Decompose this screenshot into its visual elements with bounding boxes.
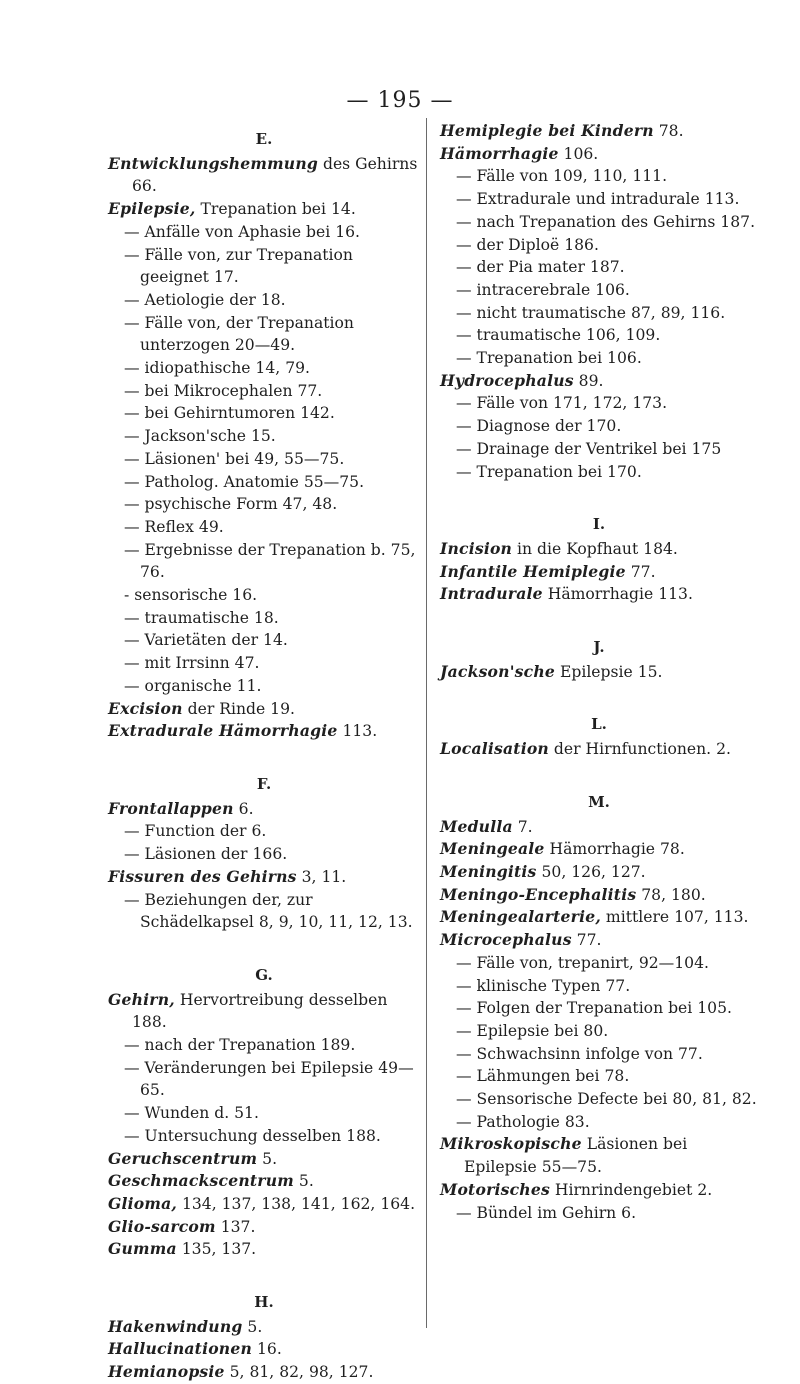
index-entry: [108, 1170, 420, 1193]
index-subentry: [108, 889, 420, 934]
index-keyword: Localisation: [440, 739, 549, 759]
index-locator: 106.: [558, 144, 599, 163]
index-locator: 5.: [293, 1172, 314, 1191]
index-locator: Epilepsie 15.: [555, 662, 663, 681]
index-subentry: [108, 1034, 420, 1057]
index-entry: [108, 1316, 420, 1339]
index-entry: [440, 816, 758, 839]
index-keyword: Epilepsie,: [108, 199, 196, 219]
index-locator: der Rinde 19.: [182, 699, 295, 718]
index-subentry: [440, 211, 758, 234]
index-locator: — Function der 6.: [124, 822, 267, 841]
index-left-column: [108, 120, 420, 1384]
index-locator: 134, 137, 138, 141, 162, 164.: [177, 1194, 416, 1213]
index-locator: — Fälle von 109, 110, 111.: [456, 167, 668, 186]
index-keyword: Glio-sarcom: [108, 1216, 216, 1236]
index-locator: — idiopathische 14, 79.: [124, 359, 310, 378]
index-entry: [440, 1179, 758, 1202]
index-locator: Hirnrindengebiet 2.: [549, 1180, 713, 1199]
index-locator: — Lähmungen bei 78.: [456, 1067, 630, 1086]
index-entry: [108, 1361, 420, 1384]
index-locator: Hämorrhagie 113.: [542, 585, 693, 604]
index-subentry: [108, 312, 420, 357]
section-gap: [440, 606, 758, 628]
index-locator: 5.: [242, 1317, 263, 1336]
index-locator: — psychische Form 47, 48.: [124, 495, 338, 514]
index-subentry: [108, 652, 420, 675]
index-keyword: Fissuren des Gehirns: [108, 866, 297, 886]
index-locator: — Epilepsie bei 80.: [456, 1021, 609, 1040]
index-subentry: [108, 843, 420, 866]
index-locator: Hämorrhagie 78.: [544, 840, 685, 859]
index-keyword: Medulla: [440, 816, 513, 836]
index-subentry: [108, 402, 420, 425]
index-keyword: Infantile Hemiplegie: [440, 561, 626, 581]
index-locator: — Extradurale und intradurale 113.: [456, 190, 740, 209]
index-entry: [440, 929, 758, 952]
index-locator: — Folgen der Trepanation bei 105.: [456, 999, 732, 1018]
index-subentry: [108, 221, 420, 244]
index-keyword: Microcephalus: [440, 930, 572, 950]
index-locator: — Veränderungen bei Epilepsie 49—65.: [124, 1058, 414, 1100]
index-entry: [440, 861, 758, 884]
index-entry: [440, 120, 758, 143]
index-locator: — traumatische 18.: [124, 608, 279, 627]
index-subentry: [440, 975, 758, 998]
index-entry: [440, 738, 758, 761]
index-locator: Läsionen bei Epilepsie 55—75.: [464, 1135, 688, 1177]
index-locator: — Schwachsinn infolge von 77.: [456, 1044, 703, 1063]
index-entry: [440, 838, 758, 861]
index-subentry: [440, 347, 758, 370]
index-locator: — Reflex 49.: [124, 517, 224, 536]
index-subentry: [440, 279, 758, 302]
index-entry: [440, 538, 758, 561]
index-locator: 89.: [573, 371, 604, 390]
section-gap: [440, 483, 758, 505]
index-entry: [108, 153, 420, 198]
index-locator: 137.: [215, 1217, 256, 1236]
index-locator: — bei Gehirntumoren 142.: [124, 404, 335, 423]
index-locator: — Fälle von, trepanirt, 92—104.: [456, 953, 709, 972]
index-locator: — nach Trepanation des Gehirns 187.: [456, 212, 756, 231]
index-entry: [108, 1238, 420, 1261]
index-keyword: Geruchscentrum: [108, 1148, 258, 1168]
index-entry: [440, 143, 758, 166]
index-keyword: Hämorrhagie: [440, 143, 559, 163]
index-entry: [108, 720, 420, 743]
index-subentry: [108, 629, 420, 652]
index-subentry: [108, 539, 420, 584]
index-keyword: Meningo-Encephalitis: [440, 884, 637, 904]
index-subentry: [440, 1088, 758, 1111]
index-subentry: [108, 357, 420, 380]
index-locator: mittlere 107, 113.: [600, 908, 749, 927]
index-subentry: [108, 380, 420, 403]
index-locator: — organische 11.: [124, 676, 262, 695]
index-locator: — Jackson'sche 15.: [124, 427, 276, 446]
section-gap: [108, 934, 420, 956]
index-keyword: Hemiplegie bei Kindern: [440, 121, 654, 140]
index-locator: — klinische Typen 77.: [456, 976, 631, 995]
index-subentry: [108, 493, 420, 516]
index-subentry: [108, 471, 420, 494]
index-locator: — Sensorische Defecte bei 80, 81, 82.: [456, 1090, 757, 1109]
index-subentry: [108, 675, 420, 698]
index-subentry: [440, 324, 758, 347]
column-divider: [426, 118, 427, 1328]
section-letter: J.: [593, 638, 605, 657]
index-keyword: Hydrocephalus: [440, 370, 574, 390]
index-entry: [108, 198, 420, 221]
index-locator: 5.: [257, 1149, 278, 1168]
index-subentry: [108, 244, 420, 289]
index-subentry: [440, 415, 758, 438]
index-locator: — Ergebnisse der Trepanation b. 75, 76.: [124, 540, 416, 582]
index-locator: — der Diploë 186.: [456, 235, 599, 254]
index-subentry: [440, 1202, 758, 1225]
index-locator: — mit Irrsinn 47.: [124, 654, 260, 673]
index-keyword: Motorisches: [440, 1179, 550, 1199]
index-locator: — Aetiologie der 18.: [124, 290, 286, 309]
index-locator: — intracerebrale 106.: [456, 280, 630, 299]
index-locator: — Diagnose der 170.: [456, 417, 622, 436]
index-entry: [440, 661, 758, 684]
index-locator: — Bündel im Gehirn 6.: [456, 1203, 637, 1222]
index-entry: [440, 583, 758, 606]
index-locator: — Wunden d. 51.: [124, 1104, 259, 1123]
index-keyword: Incision: [440, 538, 513, 558]
index-keyword: Gehirn,: [108, 989, 175, 1009]
index-locator: 77.: [625, 562, 656, 581]
index-keyword: Hemianopsie: [108, 1362, 225, 1382]
index-keyword: Meningitis: [440, 861, 537, 881]
index-locator: 78, 180.: [636, 885, 706, 904]
section-letter: G.: [255, 965, 273, 984]
index-locator: 113.: [337, 722, 378, 741]
index-locator: — traumatische 106, 109.: [456, 326, 661, 345]
section-gap: [108, 743, 420, 765]
index-subentry: [440, 392, 758, 415]
index-entry: [440, 884, 758, 907]
index-locator: — Beziehungen der, zur Schädelkapsel 8, 9, 10, 11, 12, 13.: [124, 890, 413, 932]
section-gap: [440, 761, 758, 783]
index-locator: 16.: [252, 1340, 282, 1359]
index-subentry: [108, 1102, 420, 1125]
index-subentry: [108, 820, 420, 843]
index-entry: [108, 698, 420, 721]
index-entry: [108, 1193, 420, 1216]
index-subentry: [440, 438, 758, 461]
index-entry: [108, 989, 420, 1034]
index-subentry: [440, 461, 758, 484]
index-locator: — Trepanation bei 170.: [456, 462, 642, 481]
index-entry: [108, 798, 420, 821]
index-subentry: [108, 289, 420, 312]
section-letter: H.: [254, 1293, 274, 1312]
index-entry: [108, 1148, 420, 1171]
index-entry: [440, 370, 758, 393]
index-locator: — Fälle von 171, 172, 173.: [456, 394, 668, 413]
index-locator: Trepanation bei 14.: [195, 200, 356, 219]
index-locator: — nach der Trepanation 189.: [124, 1036, 356, 1055]
index-keyword: Entwicklungshemmung: [108, 153, 318, 173]
index-locator: 50, 126, 127.: [536, 862, 646, 881]
index-keyword: Gumma: [108, 1239, 177, 1259]
index-locator: — Varietäten der 14.: [124, 631, 288, 650]
index-subentry: [440, 952, 758, 975]
index-locator: - sensorische 16.: [124, 586, 258, 605]
index-keyword: Meningeale: [440, 839, 545, 859]
section-letter: E.: [255, 130, 273, 148]
index-entry: [108, 866, 420, 889]
index-subentry: [440, 1020, 758, 1043]
index-locator: — Anfälle von Aphasie bei 16.: [124, 222, 360, 241]
index-keyword: Hakenwindung: [108, 1316, 243, 1336]
index-subentry: [440, 997, 758, 1020]
index-keyword: Frontallappen: [108, 798, 234, 818]
section-letter: I.: [592, 515, 606, 534]
index-keyword: Geschmackscentrum: [108, 1171, 294, 1191]
index-subentry: [108, 584, 420, 607]
index-locator: — Läsionen der 166.: [124, 845, 288, 864]
index-entry: [440, 906, 758, 929]
index-locator: — Pathologie 83.: [456, 1112, 590, 1131]
index-locator: 135, 137.: [176, 1240, 257, 1259]
index-locator: in die Kopfhaut 184.: [512, 539, 678, 558]
section-letter: F.: [256, 774, 272, 793]
index-locator: — Fälle von, zur Trepanation geeignet 17.: [124, 245, 353, 287]
index-locator: 6.: [233, 799, 254, 818]
index-locator: 77.: [571, 931, 602, 950]
index-locator: 78.: [653, 122, 684, 140]
index-locator: — Untersuchung desselben 188.: [124, 1126, 381, 1145]
index-locator: 3, 11.: [296, 867, 347, 886]
index-entry: [440, 561, 758, 584]
index-subentry: [440, 1043, 758, 1066]
index-entry: [440, 1133, 758, 1178]
index-subentry: [440, 234, 758, 257]
index-locator: — Patholog. Anatomie 55—75.: [124, 472, 365, 491]
index-keyword: Jackson'sche: [440, 661, 556, 681]
index-locator: — nicht traumatische 87, 89, 116.: [456, 303, 726, 322]
index-subentry: [440, 1065, 758, 1088]
index-entry: [108, 1216, 420, 1239]
index-entry: [108, 1338, 420, 1361]
index-locator: der Hirnfunctionen. 2.: [548, 740, 731, 759]
page-number: — 195 —: [346, 88, 454, 113]
section-gap: [108, 1261, 420, 1283]
index-subentry: [108, 425, 420, 448]
index-keyword: Extradurale Hämorrhagie: [108, 721, 338, 741]
section-letter: L.: [591, 715, 607, 734]
index-keyword: Excision: [108, 698, 183, 718]
section-letter: M.: [588, 792, 610, 811]
index-locator: — Läsionen' bei 49, 55—75.: [124, 449, 345, 468]
index-subentry: [440, 256, 758, 279]
index-subentry: [440, 302, 758, 325]
index-locator: — Drainage der Ventrikel bei 175: [456, 439, 722, 458]
index-locator: — bei Mikrocephalen 77.: [124, 381, 323, 400]
index-keyword: Intradurale: [440, 584, 543, 604]
index-subentry: [108, 1125, 420, 1148]
index-keyword: Meningealarterie,: [440, 907, 601, 927]
index-subentry: [108, 448, 420, 471]
index-locator: des Gehirns 66.: [132, 154, 418, 196]
index-subentry: [108, 1057, 420, 1102]
index-subentry: [440, 1111, 758, 1134]
index-locator: — der Pia mater 187.: [456, 258, 625, 277]
index-subentry: [108, 607, 420, 630]
index-subentry: [108, 516, 420, 539]
index-locator: Hervortreibung desselben 188.: [132, 990, 388, 1032]
index-subentry: [440, 188, 758, 211]
index-locator: — Trepanation bei 106.: [456, 349, 642, 368]
section-gap: [440, 683, 758, 705]
index-keyword: Hallucinationen: [108, 1339, 253, 1359]
index-locator: — Fälle von, der Trepanation unterzogen 20—49.: [124, 313, 354, 355]
index-keyword: Glioma,: [108, 1193, 177, 1213]
index-locator: 5, 81, 82, 98, 127.: [224, 1363, 374, 1382]
index-locator: 7.: [512, 817, 533, 836]
index-subentry: [440, 165, 758, 188]
index-right-column: [440, 120, 758, 1224]
index-keyword: Mikroskopische: [440, 1134, 582, 1154]
